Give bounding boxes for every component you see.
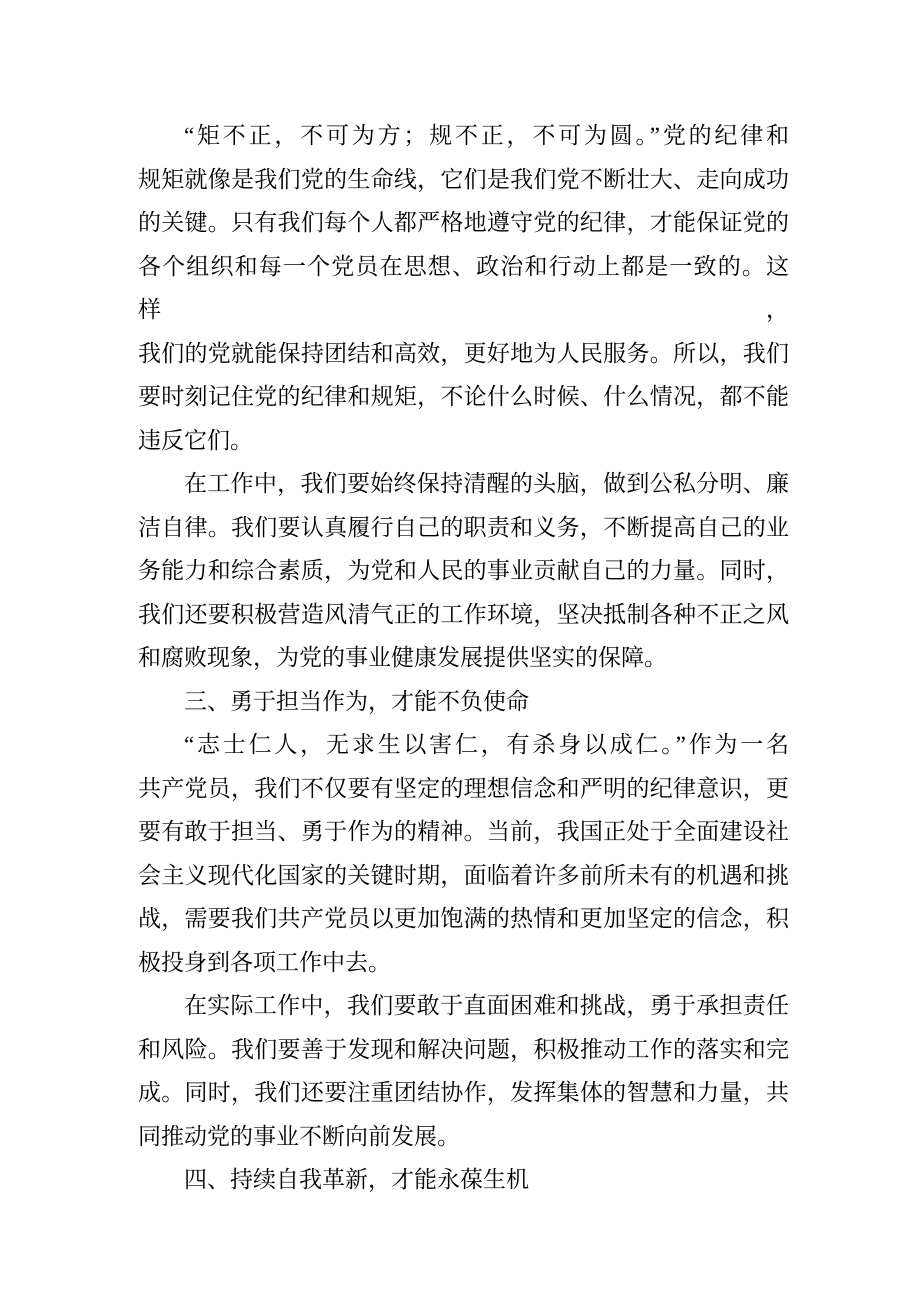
paragraph-line: 极投身到各项工作中去。 (138, 949, 391, 975)
paragraph-line: 在实际工作中，我们要敢于直面困难和挑战，勇于承担责任 (184, 993, 789, 1018)
paragraph-line: 务能力和综合素质，为党和人民的事业贡献自己的力量。同时， (138, 558, 789, 583)
paragraph-line: 共产党员，我们不仅要有坚定的理想信念和严明的纪律意识，更 (138, 775, 789, 801)
paragraph-line: 成。同时，我们还要注重团结协作，发挥集体的智慧和力量，共 (138, 1080, 789, 1105)
paragraph-line: 的关键。只有我们每个人都严格地遵守党的纪律，才能保证党的 (138, 210, 789, 235)
paragraph-line: 规矩就像是我们党的生命线，它们是我们党不断壮大、走向成功 (138, 166, 789, 192)
paragraph-line: 会主义现代化国家的关键时期，面临着许多前所未有的机遇和挑 (138, 862, 789, 888)
paragraph-line: 和腐败现象，为党的事业健康发展提供坚实的保障。 (138, 645, 667, 670)
paragraph-line: 洁自律。我们要认真履行自己的职责和义务，不断提高自己的业 (138, 514, 789, 540)
paragraph-line: 违反它们。 (138, 427, 253, 453)
paragraph-line: 要有敢于担当、勇于作为的精神。当前，我国正处于全面建设社 (138, 819, 789, 844)
paragraph-line: 要时刻记住党的纪律和规矩，不论什么时候、什么情况，都不能 (138, 384, 789, 409)
paragraph-line: “矩不正，不可为方；规不正，不可为圆。”党的纪律和 (184, 123, 789, 148)
paragraph-line: 各个组织和每一个党员在思想、政治和行动上都是一致的。这样， (138, 253, 789, 322)
paragraph-line: 战，需要我们共产党员以更加饱满的热情和更加坚定的信念，积 (138, 906, 789, 931)
heading-line: 三、勇于担当作为，才能不负使命 (184, 688, 529, 714)
paragraph-line: 同推动党的事业不断向前发展。 (138, 1123, 460, 1149)
paragraph-line: 我们还要积极营造风清气正的工作环境，坚决抵制各种不正之风 (138, 601, 789, 627)
heading-line: 四、持续自我革新，才能永葆生机 (184, 1167, 529, 1192)
document-text-block (138, 114, 789, 1202)
paragraph-line: 在工作中，我们要始终保持清醒的头脑，做到公私分明、廉 (184, 471, 789, 496)
paragraph-line: “志士仁人，无求生以害仁，有杀身以成仁。”作为一名 (184, 732, 789, 757)
paragraph-line: 我们的党就能保持团结和高效，更好地为人民服务。所以，我们 (138, 340, 789, 366)
paragraph-line: 和风险。我们要善于发现和解决问题，积极推动工作的落实和完 (138, 1036, 789, 1062)
